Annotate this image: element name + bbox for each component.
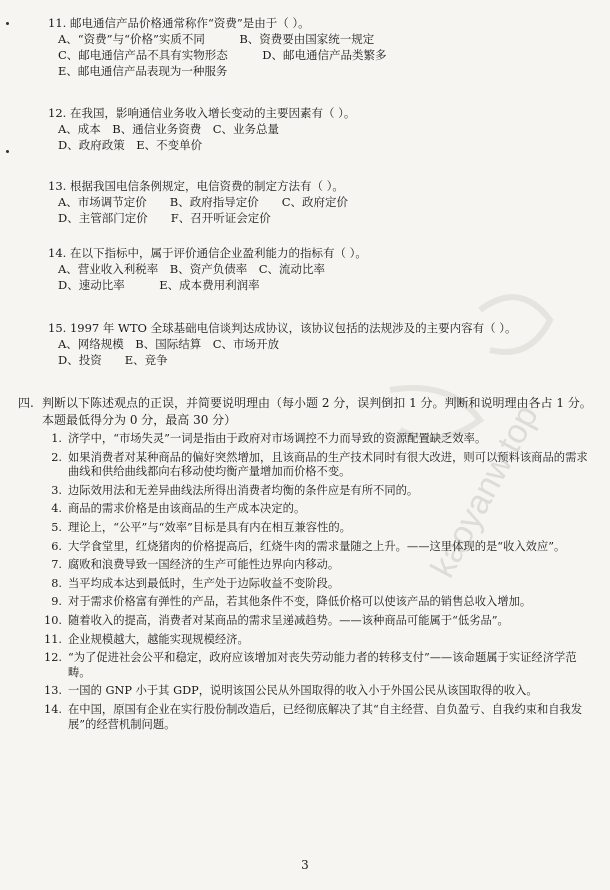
list-item bbox=[44, 451, 592, 480]
list-item bbox=[44, 684, 592, 699]
question-options: D、政府政策 E、不变单价 bbox=[58, 138, 203, 152]
page-number: 3 bbox=[301, 858, 309, 872]
list-item bbox=[44, 558, 592, 573]
item-number: 14. bbox=[44, 702, 62, 716]
item-text: 腐败和浪费导致一国经济的生产可能性边界向内移动。 bbox=[68, 558, 340, 572]
item-text: 商品的需求价格是由该商品的生产成本决定的。 bbox=[68, 502, 306, 516]
question-options: D、速动比率 E、成本费用利润率 bbox=[58, 278, 260, 292]
judgement-list bbox=[44, 432, 592, 736]
question-options: A、成本 B、通信业务资费 C、业务总量 bbox=[58, 122, 280, 136]
list-item bbox=[44, 540, 592, 555]
question-options: D、投资 E、竞争 bbox=[58, 353, 168, 367]
question-stem: 15. 1997 年 WTO 全球基础电信谈判达成协议，该协议包括的法规涉及的主要内容有（ ）。 bbox=[48, 321, 517, 335]
item-text: 边际效用法和无差异曲线法所得出消费者均衡的条件应是有所不同的。 bbox=[68, 483, 419, 497]
list-item bbox=[44, 521, 592, 536]
item-number: 1. bbox=[51, 432, 62, 445]
item-text: 理论上，“公平”与“效率”目标是具有内在相互兼容性的。 bbox=[68, 520, 351, 534]
question-14 bbox=[48, 245, 367, 293]
item-number: 4. bbox=[51, 502, 62, 516]
binding-mark bbox=[6, 22, 9, 25]
item-number: 12. bbox=[44, 651, 62, 665]
item-number: 9. bbox=[51, 595, 62, 609]
list-item bbox=[44, 703, 592, 732]
item-number: 2. bbox=[51, 450, 62, 464]
item-text: 一国的 GNP 小于其 GDP，说明该国公民从外国取得的收入小于外国公民从该国取得的收入。 bbox=[68, 684, 538, 698]
list-item bbox=[44, 577, 592, 592]
item-number: 8. bbox=[51, 576, 62, 590]
section-heading bbox=[18, 395, 598, 429]
section-instructions: 判断以下陈述观点的正误，并简要说明理由（每小题 2 分，误判倒扣 1 分。判断和说明理由各占 1 分。本题最低得分为 0 分，最高 30 分） bbox=[42, 396, 592, 427]
question-options: D、主管部门定价 F、召开听证会定价 bbox=[58, 211, 271, 225]
question-stem: 11. 邮电通信产品价格通常称作“资费”是由于（ ）。 bbox=[48, 16, 310, 30]
list-item bbox=[44, 432, 592, 447]
item-text: 在中国，原国有企业在实行股份制改造后，已经彻底解决了其“自主经营、自负盈亏、自我约束和自我发展”的经营机制问题。 bbox=[68, 702, 583, 731]
item-text: 如果消费者对某种商品的偏好突然增加，且该商品的生产技术同时有很大改进，则可以预料该商品的需求曲线和供给曲线都向右移动使均衡产量增加而价格不变。 bbox=[68, 450, 588, 479]
item-number: 3. bbox=[51, 483, 62, 497]
item-text: “为了促进社会公平和稳定，政府应该增加对丧失劳动能力者的转移支付”——该命题属于实证经济学范畴。 bbox=[68, 651, 577, 679]
question-11 bbox=[48, 15, 387, 79]
question-stem: 14. 在以下指标中，属于评价通信企业盈利能力的指标有（ ）。 bbox=[48, 246, 367, 260]
item-text: 济学中，“市场失灵”一词是指由于政府对市场调控不力而导致的资源配置缺乏效率。 bbox=[68, 432, 487, 445]
watermark-text: kaoyanw.top bbox=[423, 399, 546, 584]
question-options: A、网络规模 B、国际结算 C、市场开放 bbox=[58, 337, 280, 351]
item-text: 当平均成本达到最低时，生产处于边际收益不变阶段。 bbox=[68, 576, 340, 590]
list-item bbox=[44, 614, 592, 629]
item-number: 11. bbox=[44, 632, 62, 646]
question-15 bbox=[48, 320, 517, 368]
question-options: A、营业收入利税率 B、资产负债率 C、流动比率 bbox=[58, 262, 326, 276]
question-stem: 12. 在我国，影响通信业务收入增长变动的主要因素有（ ）。 bbox=[48, 106, 356, 120]
list-item bbox=[44, 633, 592, 648]
item-number: 10. bbox=[44, 613, 62, 627]
question-stem: 13. 根据我国电信条例规定，电信资费的制定方法有（ ）。 bbox=[48, 179, 344, 193]
section-number: 四. bbox=[18, 396, 34, 410]
item-text: 对于需求价格富有弹性的产品，若其他条件不变，降低价格可以使该产品的销售总收入增加。 bbox=[68, 595, 532, 609]
question-options: A、“资费”与“价格”实质不同 B、资费要由国家统一规定 bbox=[58, 32, 375, 46]
question-options: A、市场调节定价 B、政府指导定价 C、政府定价 bbox=[58, 195, 349, 209]
item-number: 6. bbox=[51, 539, 62, 553]
binding-mark bbox=[6, 150, 9, 153]
list-item bbox=[44, 502, 592, 517]
item-text: 随着收入的提高，消费者对某商品的需求呈递减趋势。——该种商品可能属于“低劣品”。 bbox=[68, 613, 509, 627]
item-text: 大学食堂里，红烧猪肉的价格提高后，红烧牛肉的需求量随之上升。——这里体现的是“收入效应”。 bbox=[68, 539, 566, 553]
list-item bbox=[44, 484, 592, 499]
item-number: 5. bbox=[51, 520, 62, 534]
item-number: 13. bbox=[44, 684, 62, 698]
item-number: 7. bbox=[51, 558, 62, 572]
question-13 bbox=[48, 178, 348, 226]
item-text: 企业规模越大，越能实现规模经济。 bbox=[68, 632, 249, 646]
question-options: C、邮电通信产品不具有实物形态 D、邮电通信产品类繁多 bbox=[58, 48, 387, 62]
list-item bbox=[44, 595, 592, 610]
question-12 bbox=[48, 105, 355, 153]
question-options: E、邮电通信产品表现为一种服务 bbox=[58, 64, 228, 78]
list-item bbox=[44, 651, 592, 680]
